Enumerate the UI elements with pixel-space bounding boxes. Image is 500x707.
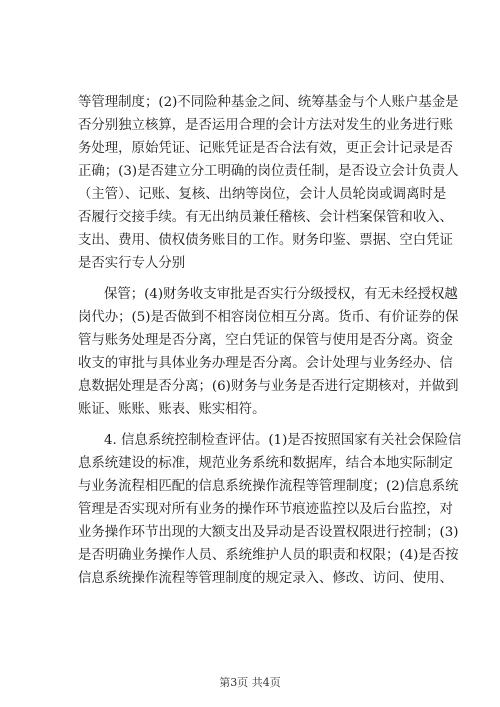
text-line: 息数据处理是否分离；(6)财务与业务是否进行定期核对，并做到: [78, 379, 459, 394]
paragraph-gap: [78, 421, 423, 429]
page-footer: 第3页 共4页: [219, 676, 281, 689]
text-line: 否履行交接手续。有无出纳员兼任稽核、会计档案保管和收入、: [78, 210, 453, 225]
text-line: 支出、费用、债权债务账目的工作。财务印鉴、票据、空白凭证: [78, 233, 453, 248]
text-line: （主管）、记账、复核、出纳等岗位，会计人员轮岗或调离时是: [78, 187, 447, 202]
document-body: [78, 91, 462, 590]
paragraph: [78, 429, 462, 590]
text-line: 与业务流程相匹配的信息系统操作流程等管理制度；(2)信息系统: [78, 479, 459, 494]
text-line: 正确；(3)是否建立分工明确的岗位责任制，是否设立会计负责人: [78, 164, 459, 179]
paragraph-gap: [78, 275, 423, 283]
text-line: 是否明确业务操作人员、系统维护人员的职责和权限；(4)是否按: [78, 548, 459, 563]
text-line: 管理是否实现对所有业务的操作环节痕迹监控以及后台监控，对: [78, 502, 453, 517]
text-line: 务处理，原始凭证、记账凭证是否合法有效，更正会计记录是否: [78, 141, 453, 156]
text-line: 收支的审批与具体业务办理是否分离。会计处理与业务经办、信: [78, 356, 453, 371]
text-line: 账证、账账、账表、账实相符。: [78, 402, 266, 417]
paragraph: [78, 91, 459, 275]
text-line: 是否实行专人分别: [78, 256, 186, 271]
text-line: 4. 信息系统控制检查评估。(1)是否按照国家有关社会保险信: [104, 433, 462, 448]
text-line: 信息系统操作流程等管理制度的规定录入、修改、访问、使用、: [78, 571, 453, 586]
text-line: 否分别独立核算，是否运用合理的会计方法对发生的业务进行账: [78, 118, 453, 133]
text-line: 保管；(4)财务收支审批是否实行分级授权，有无未经授权越: [104, 287, 458, 302]
paragraph: [78, 283, 459, 421]
text-line: 等管理制度；(2)不同险种基金之间、统筹基金与个人账户基金是: [78, 95, 459, 110]
text-line: 业务操作环节出现的大额支出及异动是否设置权限进行控制；(3): [78, 525, 459, 540]
text-line: 息系统建设的标准，规范业务系统和数据库，结合本地实际制定: [78, 456, 453, 471]
text-line: 管与账务处理是否分离，空白凭证的保管与使用是否分离。资金: [78, 333, 453, 348]
text-line: 岗代办；(5)是否做到不相容岗位相互分离。货币、有价证券的保: [78, 310, 459, 325]
